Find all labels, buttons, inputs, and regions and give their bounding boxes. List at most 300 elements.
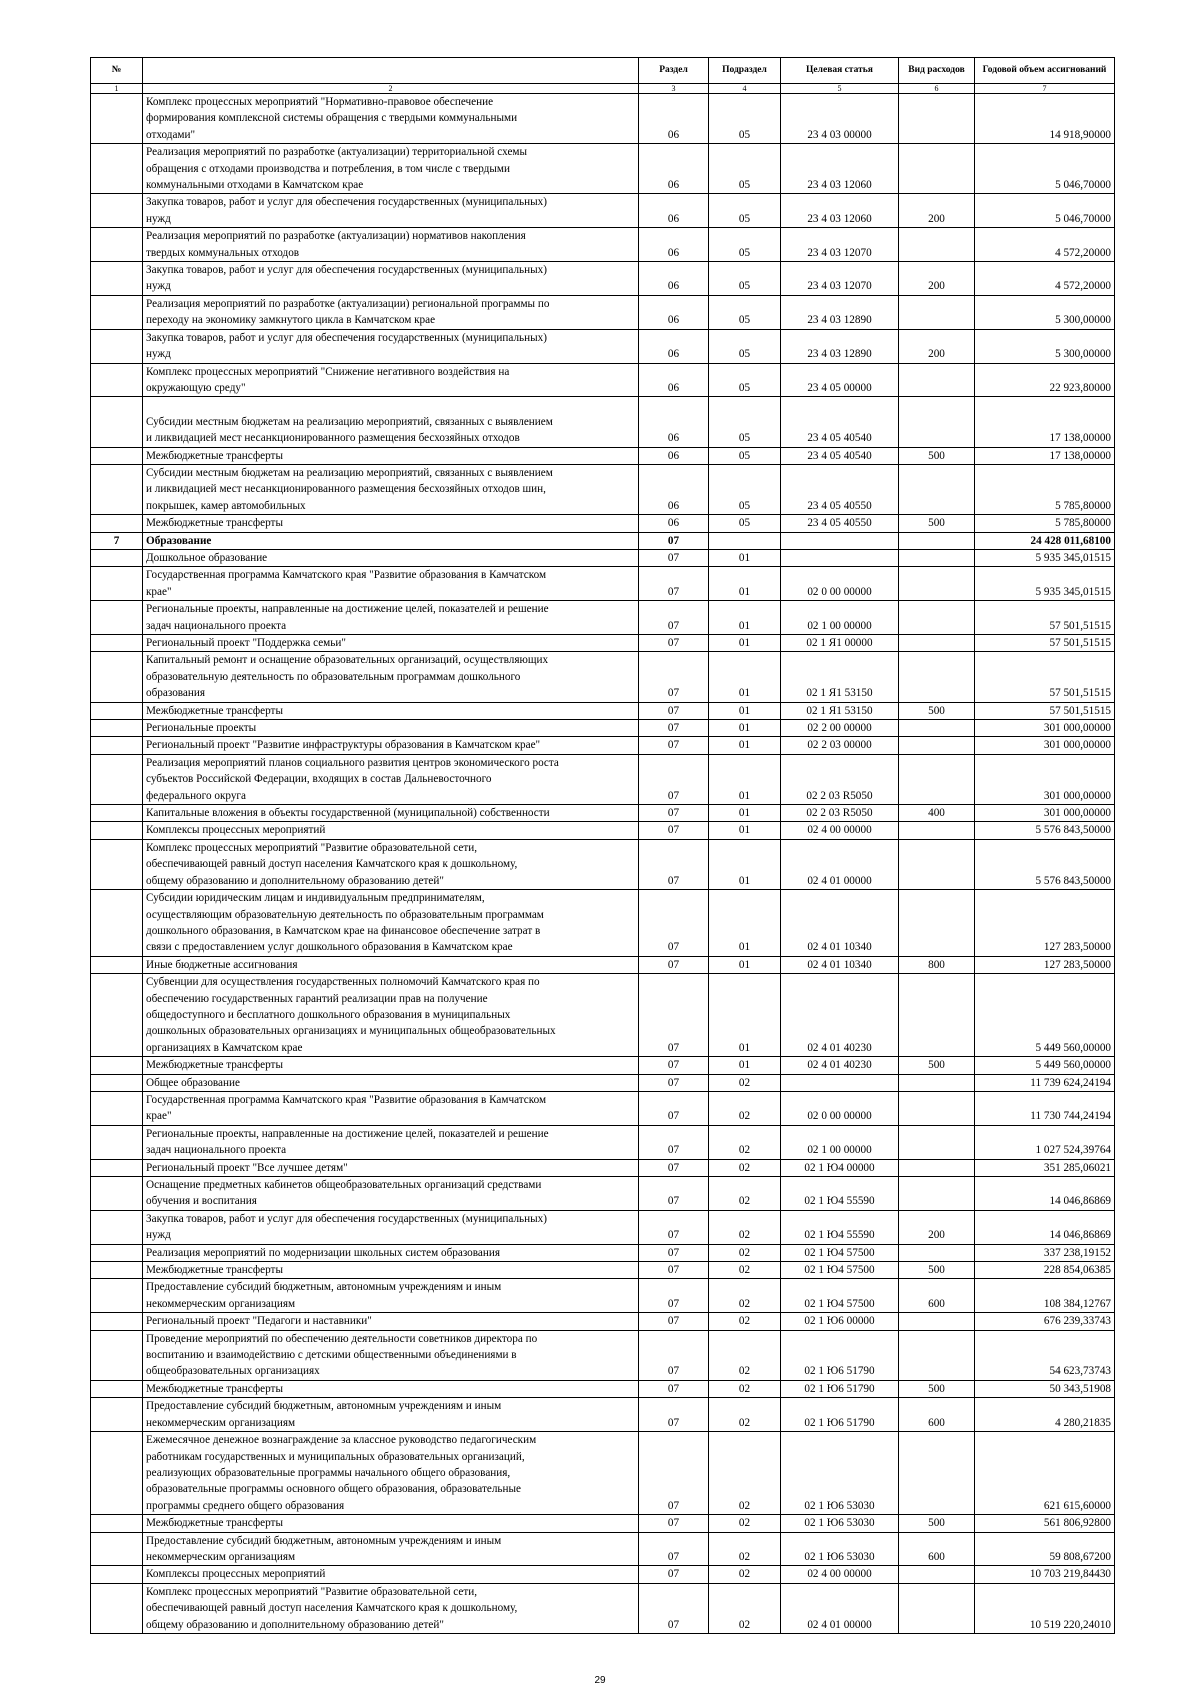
table-row bbox=[91, 839, 1115, 889]
cell-description: Субсидии местным бюджетам на реализацию мероприятий, связанных с выявлением и ликвидацией мест несанкционированного размещения бесхозяйных отходов bbox=[143, 397, 639, 447]
cell-num bbox=[91, 635, 143, 652]
cell-num bbox=[91, 94, 143, 144]
table-row bbox=[91, 754, 1115, 804]
table-row bbox=[91, 532, 1115, 549]
cell-vid-rashodov bbox=[899, 1313, 975, 1330]
cell-num bbox=[91, 805, 143, 822]
cell-num bbox=[91, 1091, 143, 1125]
table-row bbox=[91, 228, 1115, 262]
table-row bbox=[91, 652, 1115, 702]
table-row bbox=[91, 1583, 1115, 1633]
cell-num bbox=[91, 363, 143, 397]
cell-celevaya-statya: 02 1 Я1 53150 bbox=[781, 652, 899, 702]
cell-podrazdel: 02 bbox=[709, 1566, 781, 1583]
cell-description: Общее образование bbox=[143, 1074, 639, 1091]
cell-num bbox=[91, 1125, 143, 1159]
cell-vid-rashodov: 500 bbox=[899, 1262, 975, 1279]
cell-num bbox=[91, 652, 143, 702]
cell-razdel: 06 bbox=[639, 262, 709, 296]
cell-razdel: 06 bbox=[639, 228, 709, 262]
cell-vid-rashodov bbox=[899, 567, 975, 601]
cell-podrazdel: 02 bbox=[709, 1210, 781, 1244]
cell-vid-rashodov bbox=[899, 1583, 975, 1633]
cell-description: Дошкольное образование bbox=[143, 549, 639, 566]
table-row bbox=[91, 329, 1115, 363]
table-row bbox=[91, 1566, 1115, 1583]
cell-vid-rashodov bbox=[899, 532, 975, 549]
cell-num bbox=[91, 737, 143, 754]
cell-vid-rashodov bbox=[899, 1566, 975, 1583]
cell-godovoy-objem: 5 576 843,50000 bbox=[975, 839, 1115, 889]
cell-godovoy-objem: 301 000,00000 bbox=[975, 720, 1115, 737]
cell-celevaya-statya: 02 1 Ю4 55590 bbox=[781, 1210, 899, 1244]
table-row bbox=[91, 397, 1115, 447]
cell-podrazdel: 02 bbox=[709, 1159, 781, 1176]
table-row bbox=[91, 1532, 1115, 1566]
cell-celevaya-statya: 02 2 03 R5050 bbox=[781, 754, 899, 804]
cell-razdel: 07 bbox=[639, 890, 709, 957]
cell-vid-rashodov: 400 bbox=[899, 805, 975, 822]
cell-description: Межбюджетные трансферты bbox=[143, 1057, 639, 1074]
cell-godovoy-objem: 14 918,90000 bbox=[975, 94, 1115, 144]
cell-godovoy-objem: 5 935 345,01515 bbox=[975, 567, 1115, 601]
cell-description: Предоставление субсидий бюджетным, автономным учреждениям и иным некоммерческим организациям bbox=[143, 1532, 639, 1566]
cell-podrazdel: 02 bbox=[709, 1398, 781, 1432]
cell-num bbox=[91, 1566, 143, 1583]
cell-celevaya-statya: 02 4 01 00000 bbox=[781, 1583, 899, 1633]
cell-podrazdel: 02 bbox=[709, 1074, 781, 1091]
cell-celevaya-statya: 02 4 00 00000 bbox=[781, 1566, 899, 1583]
cell-godovoy-objem: 54 623,73743 bbox=[975, 1330, 1115, 1380]
cell-description: Предоставление субсидий бюджетным, автономным учреждениям и иным некоммерческим организациям bbox=[143, 1279, 639, 1313]
table-row bbox=[91, 515, 1115, 532]
cell-description: Межбюджетные трансферты bbox=[143, 1380, 639, 1397]
budget-table bbox=[90, 57, 1115, 1634]
cell-vid-rashodov bbox=[899, 144, 975, 194]
column-number: 5 bbox=[781, 84, 899, 94]
cell-description: Комплекс процессных мероприятий "Развитие образовательной сети, обеспечивающей равный доступ населения Камчатского края к дошкольному, общему образованию и дополнительному образованию детей" bbox=[143, 839, 639, 889]
cell-celevaya-statya: 23 4 03 12070 bbox=[781, 262, 899, 296]
cell-num bbox=[91, 1279, 143, 1313]
cell-celevaya-statya: 02 4 01 10340 bbox=[781, 890, 899, 957]
cell-num bbox=[91, 839, 143, 889]
cell-description: Комплексы процессных мероприятий bbox=[143, 1566, 639, 1583]
cell-description: Реализация мероприятий планов социального развития центров экономического роста субъектов Российской Федерации, входящих в состав Дальневосточного федерального округа bbox=[143, 754, 639, 804]
cell-description: Реализация мероприятий по разработке (актуализации) территориальной схемы обращения с отходами производства и потребления, в том числе с твердыми коммунальными отходами в Камчатском крае bbox=[143, 144, 639, 194]
cell-vid-rashodov bbox=[899, 397, 975, 447]
cell-description: Региональные проекты, направленные на достижение целей, показателей и решение задач национального проекта bbox=[143, 1125, 639, 1159]
cell-vid-rashodov bbox=[899, 228, 975, 262]
cell-vid-rashodov: 200 bbox=[899, 262, 975, 296]
cell-razdel: 06 bbox=[639, 194, 709, 228]
cell-description: Комплексы процессных мероприятий bbox=[143, 822, 639, 839]
cell-description: Капитальный ремонт и оснащение образовательных организаций, осуществляющих образовательную деятельность по образовательным программам дошкольного образования bbox=[143, 652, 639, 702]
cell-celevaya-statya: 23 4 05 40540 bbox=[781, 397, 899, 447]
cell-description: Образование bbox=[143, 532, 639, 549]
cell-num bbox=[91, 262, 143, 296]
cell-vid-rashodov: 500 bbox=[899, 515, 975, 532]
cell-num bbox=[91, 601, 143, 635]
cell-godovoy-objem: 5 576 843,50000 bbox=[975, 822, 1115, 839]
table-row bbox=[91, 1279, 1115, 1313]
header-vid-rashodov: Вид расходов bbox=[899, 58, 975, 84]
cell-razdel: 07 bbox=[639, 1210, 709, 1244]
table-row bbox=[91, 94, 1115, 144]
cell-podrazdel: 01 bbox=[709, 601, 781, 635]
cell-vid-rashodov bbox=[899, 295, 975, 329]
cell-razdel: 06 bbox=[639, 363, 709, 397]
table-row bbox=[91, 1091, 1115, 1125]
table-row bbox=[91, 1159, 1115, 1176]
cell-num bbox=[91, 144, 143, 194]
cell-podrazdel: 02 bbox=[709, 1125, 781, 1159]
column-number: 1 bbox=[91, 84, 143, 94]
table-row bbox=[91, 549, 1115, 566]
cell-description: Региональные проекты, направленные на достижение целей, показателей и решение задач национального проекта bbox=[143, 601, 639, 635]
cell-num bbox=[91, 567, 143, 601]
cell-celevaya-statya: 02 1 Ю6 00000 bbox=[781, 1313, 899, 1330]
table-row bbox=[91, 1210, 1115, 1244]
cell-description: Оснащение предметных кабинетов общеобразовательных организаций средствами обучения и воспитания bbox=[143, 1177, 639, 1211]
cell-description: Капитальные вложения в объекты государственной (муниципальной) собственности bbox=[143, 805, 639, 822]
cell-razdel: 07 bbox=[639, 1515, 709, 1532]
cell-celevaya-statya: 02 4 01 00000 bbox=[781, 839, 899, 889]
table-row bbox=[91, 1244, 1115, 1261]
cell-godovoy-objem: 4 572,20000 bbox=[975, 262, 1115, 296]
cell-celevaya-statya: 02 1 Ю4 55590 bbox=[781, 1177, 899, 1211]
cell-vid-rashodov bbox=[899, 720, 975, 737]
table-row bbox=[91, 956, 1115, 973]
cell-vid-rashodov bbox=[899, 1432, 975, 1515]
cell-razdel: 06 bbox=[639, 295, 709, 329]
cell-num bbox=[91, 515, 143, 532]
cell-description: Региональный проект "Поддержка семьи" bbox=[143, 635, 639, 652]
cell-vid-rashodov bbox=[899, 1125, 975, 1159]
cell-razdel: 07 bbox=[639, 549, 709, 566]
column-number: 3 bbox=[639, 84, 709, 94]
cell-godovoy-objem: 11 739 624,24194 bbox=[975, 1074, 1115, 1091]
cell-podrazdel: 05 bbox=[709, 397, 781, 447]
cell-podrazdel: 05 bbox=[709, 262, 781, 296]
cell-vid-rashodov: 500 bbox=[899, 447, 975, 464]
cell-vid-rashodov: 200 bbox=[899, 329, 975, 363]
cell-celevaya-statya: 23 4 03 12060 bbox=[781, 194, 899, 228]
table-row bbox=[91, 805, 1115, 822]
cell-razdel: 06 bbox=[639, 515, 709, 532]
cell-description: Субсидии местным бюджетам на реализацию мероприятий, связанных с выявлением и ликвидацией мест несанкционированного размещения бесхозяйных отходов шин, покрышек, камер автомобильных bbox=[143, 464, 639, 514]
cell-celevaya-statya bbox=[781, 549, 899, 566]
cell-vid-rashodov bbox=[899, 363, 975, 397]
cell-num bbox=[91, 1262, 143, 1279]
cell-razdel: 07 bbox=[639, 1177, 709, 1211]
table-body bbox=[91, 94, 1115, 1634]
cell-num: 7 bbox=[91, 532, 143, 549]
cell-podrazdel: 01 bbox=[709, 737, 781, 754]
cell-celevaya-statya: 02 1 Я1 53150 bbox=[781, 702, 899, 719]
cell-num bbox=[91, 1210, 143, 1244]
cell-godovoy-objem: 301 000,00000 bbox=[975, 754, 1115, 804]
cell-podrazdel: 02 bbox=[709, 1177, 781, 1211]
cell-celevaya-statya bbox=[781, 1074, 899, 1091]
cell-num bbox=[91, 702, 143, 719]
cell-celevaya-statya: 02 1 Ю6 53030 bbox=[781, 1532, 899, 1566]
cell-celevaya-statya: 23 4 05 40550 bbox=[781, 515, 899, 532]
cell-vid-rashodov bbox=[899, 601, 975, 635]
cell-godovoy-objem: 1 027 524,39764 bbox=[975, 1125, 1115, 1159]
cell-celevaya-statya: 02 2 03 R5050 bbox=[781, 805, 899, 822]
cell-godovoy-objem: 10 703 219,84430 bbox=[975, 1566, 1115, 1583]
table-row bbox=[91, 1313, 1115, 1330]
table-row bbox=[91, 194, 1115, 228]
cell-vid-rashodov bbox=[899, 94, 975, 144]
cell-podrazdel: 02 bbox=[709, 1515, 781, 1532]
cell-godovoy-objem: 127 283,50000 bbox=[975, 890, 1115, 957]
cell-razdel: 07 bbox=[639, 720, 709, 737]
cell-podrazdel: 01 bbox=[709, 890, 781, 957]
cell-godovoy-objem: 127 283,50000 bbox=[975, 956, 1115, 973]
cell-razdel: 06 bbox=[639, 329, 709, 363]
table-row bbox=[91, 447, 1115, 464]
cell-podrazdel: 01 bbox=[709, 549, 781, 566]
cell-celevaya-statya: 02 1 Ю4 00000 bbox=[781, 1159, 899, 1176]
cell-celevaya-statya: 02 1 Ю6 51790 bbox=[781, 1380, 899, 1397]
cell-godovoy-objem: 57 501,51515 bbox=[975, 702, 1115, 719]
cell-description: Региональный проект "Педагоги и наставники" bbox=[143, 1313, 639, 1330]
cell-description: Субвенции для осуществления государственных полномочий Камчатского края по обеспечению государственных гарантий реализации прав на получение общедоступного и бесплатного дошкольного образования в муниципальных дошкольных образовательных организациях и муниципальных общеобразовательных организациях в Камчатском крае bbox=[143, 974, 639, 1057]
cell-num bbox=[91, 1159, 143, 1176]
cell-razdel: 07 bbox=[639, 1262, 709, 1279]
cell-vid-rashodov bbox=[899, 1159, 975, 1176]
cell-razdel: 07 bbox=[639, 1057, 709, 1074]
cell-razdel: 07 bbox=[639, 956, 709, 973]
budget-table-container bbox=[90, 57, 1114, 1634]
cell-celevaya-statya: 23 4 03 12070 bbox=[781, 228, 899, 262]
cell-razdel: 07 bbox=[639, 652, 709, 702]
cell-vid-rashodov: 200 bbox=[899, 194, 975, 228]
cell-celevaya-statya: 02 2 00 00000 bbox=[781, 720, 899, 737]
table-row bbox=[91, 1380, 1115, 1397]
cell-description: Иные бюджетные ассигнования bbox=[143, 956, 639, 973]
table-row bbox=[91, 1125, 1115, 1159]
cell-godovoy-objem: 301 000,00000 bbox=[975, 737, 1115, 754]
cell-razdel: 07 bbox=[639, 567, 709, 601]
cell-godovoy-objem: 14 046,86869 bbox=[975, 1177, 1115, 1211]
cell-celevaya-statya: 02 4 01 40230 bbox=[781, 974, 899, 1057]
cell-godovoy-objem: 14 046,86869 bbox=[975, 1210, 1115, 1244]
cell-godovoy-objem: 5 449 560,00000 bbox=[975, 974, 1115, 1057]
column-number: 2 bbox=[143, 84, 639, 94]
cell-description: Комплекс процессных мероприятий "Развитие образовательной сети, обеспечивающей равный доступ населения Камчатского края к дошкольному, общему образованию и дополнительному образованию детей" bbox=[143, 1583, 639, 1633]
cell-godovoy-objem: 57 501,51515 bbox=[975, 601, 1115, 635]
cell-celevaya-statya: 02 1 Ю6 51790 bbox=[781, 1330, 899, 1380]
table-row bbox=[91, 464, 1115, 514]
cell-num bbox=[91, 1313, 143, 1330]
cell-razdel: 07 bbox=[639, 1330, 709, 1380]
cell-podrazdel: 01 bbox=[709, 652, 781, 702]
page-number: 29 bbox=[594, 1675, 606, 1686]
cell-razdel: 07 bbox=[639, 1074, 709, 1091]
header-description bbox=[143, 58, 639, 84]
table-row bbox=[91, 1262, 1115, 1279]
cell-description: Закупка товаров, работ и услуг для обеспечения государственных (муниципальных) нужд bbox=[143, 1210, 639, 1244]
cell-razdel: 07 bbox=[639, 635, 709, 652]
cell-vid-rashodov bbox=[899, 1244, 975, 1261]
cell-razdel: 07 bbox=[639, 737, 709, 754]
cell-godovoy-objem: 10 519 220,24010 bbox=[975, 1583, 1115, 1633]
cell-num bbox=[91, 1244, 143, 1261]
cell-vid-rashodov bbox=[899, 822, 975, 839]
header-godovoy-objem: Годовой объем ассигнований bbox=[975, 58, 1115, 84]
cell-razdel: 07 bbox=[639, 1380, 709, 1397]
cell-razdel: 07 bbox=[639, 1279, 709, 1313]
table-row bbox=[91, 1398, 1115, 1432]
header-num: № bbox=[91, 58, 143, 84]
cell-podrazdel: 05 bbox=[709, 94, 781, 144]
cell-podrazdel: 05 bbox=[709, 363, 781, 397]
cell-vid-rashodov: 800 bbox=[899, 956, 975, 973]
header-razdel: Раздел bbox=[639, 58, 709, 84]
cell-godovoy-objem: 228 854,06385 bbox=[975, 1262, 1115, 1279]
cell-godovoy-objem: 4 280,21835 bbox=[975, 1398, 1115, 1432]
table-row bbox=[91, 890, 1115, 957]
cell-razdel: 07 bbox=[639, 601, 709, 635]
cell-vid-rashodov bbox=[899, 652, 975, 702]
cell-num bbox=[91, 754, 143, 804]
cell-godovoy-objem: 17 138,00000 bbox=[975, 397, 1115, 447]
cell-celevaya-statya: 23 4 05 40550 bbox=[781, 464, 899, 514]
cell-celevaya-statya: 23 4 03 12890 bbox=[781, 329, 899, 363]
cell-vid-rashodov bbox=[899, 1091, 975, 1125]
cell-vid-rashodov bbox=[899, 464, 975, 514]
cell-godovoy-objem: 50 343,51908 bbox=[975, 1380, 1115, 1397]
cell-celevaya-statya: 23 4 05 00000 bbox=[781, 363, 899, 397]
cell-description: Субсидии юридическим лицам и индивидуальным предпринимателям, осуществляющим образовательную деятельность по образовательным программам дошкольного образования, в Камчатском крае на финансовое обеспечение затрат в связи с предоставлением услуг дошкольного образования в Камчатском крае bbox=[143, 890, 639, 957]
table-row bbox=[91, 635, 1115, 652]
cell-razdel: 07 bbox=[639, 805, 709, 822]
cell-razdel: 06 bbox=[639, 397, 709, 447]
cell-razdel: 07 bbox=[639, 1159, 709, 1176]
cell-vid-rashodov: 600 bbox=[899, 1398, 975, 1432]
cell-num bbox=[91, 1583, 143, 1633]
cell-razdel: 07 bbox=[639, 1091, 709, 1125]
cell-celevaya-statya: 23 4 03 12060 bbox=[781, 144, 899, 194]
cell-celevaya-statya: 02 0 00 00000 bbox=[781, 567, 899, 601]
cell-celevaya-statya: 02 1 Ю6 51790 bbox=[781, 1398, 899, 1432]
cell-razdel: 06 bbox=[639, 464, 709, 514]
cell-godovoy-objem: 59 808,67200 bbox=[975, 1532, 1115, 1566]
cell-podrazdel: 05 bbox=[709, 194, 781, 228]
cell-description: Ежемесячное денежное вознаграждение за классное руководство педагогическим работникам государственных и муниципальных образовательных организаций, реализующих образовательные программы начального общего образования, образовательные программы основного общего образования, образовательные программы среднего общего образования bbox=[143, 1432, 639, 1515]
cell-podrazdel: 01 bbox=[709, 635, 781, 652]
cell-vid-rashodov: 500 bbox=[899, 1380, 975, 1397]
column-number: 7 bbox=[975, 84, 1115, 94]
cell-godovoy-objem: 57 501,51515 bbox=[975, 652, 1115, 702]
cell-vid-rashodov bbox=[899, 839, 975, 889]
cell-godovoy-objem: 5 300,00000 bbox=[975, 295, 1115, 329]
cell-num bbox=[91, 397, 143, 447]
cell-podrazdel: 01 bbox=[709, 702, 781, 719]
cell-podrazdel bbox=[709, 532, 781, 549]
cell-num bbox=[91, 329, 143, 363]
cell-num bbox=[91, 890, 143, 957]
header-celevaya-statya: Целевая статья bbox=[781, 58, 899, 84]
cell-podrazdel: 02 bbox=[709, 1279, 781, 1313]
cell-podrazdel: 02 bbox=[709, 1330, 781, 1380]
cell-podrazdel: 05 bbox=[709, 515, 781, 532]
cell-podrazdel: 01 bbox=[709, 974, 781, 1057]
cell-description: Региональный проект "Развитие инфраструктуры образования в Камчатском крае" bbox=[143, 737, 639, 754]
cell-num bbox=[91, 1380, 143, 1397]
cell-description: Реализация мероприятий по разработке (актуализации) нормативов накопления твердых коммунальных отходов bbox=[143, 228, 639, 262]
cell-razdel: 07 bbox=[639, 1313, 709, 1330]
cell-celevaya-statya: 02 1 Ю4 57500 bbox=[781, 1244, 899, 1261]
cell-razdel: 07 bbox=[639, 702, 709, 719]
cell-podrazdel: 01 bbox=[709, 956, 781, 973]
cell-razdel: 06 bbox=[639, 144, 709, 194]
cell-godovoy-objem: 337 238,19152 bbox=[975, 1244, 1115, 1261]
cell-podrazdel: 01 bbox=[709, 839, 781, 889]
cell-godovoy-objem: 5 785,80000 bbox=[975, 515, 1115, 532]
cell-num bbox=[91, 447, 143, 464]
cell-num bbox=[91, 1330, 143, 1380]
cell-razdel: 07 bbox=[639, 1583, 709, 1633]
cell-godovoy-objem: 17 138,00000 bbox=[975, 447, 1115, 464]
cell-razdel: 07 bbox=[639, 822, 709, 839]
cell-vid-rashodov: 500 bbox=[899, 702, 975, 719]
cell-podrazdel: 02 bbox=[709, 1313, 781, 1330]
cell-podrazdel: 01 bbox=[709, 754, 781, 804]
table-row bbox=[91, 1074, 1115, 1091]
cell-celevaya-statya: 02 1 00 00000 bbox=[781, 601, 899, 635]
cell-podrazdel: 01 bbox=[709, 822, 781, 839]
cell-description: Закупка товаров, работ и услуг для обеспечения государственных (муниципальных) нужд bbox=[143, 329, 639, 363]
table-row bbox=[91, 144, 1115, 194]
cell-vid-rashodov bbox=[899, 737, 975, 754]
cell-num bbox=[91, 295, 143, 329]
cell-num bbox=[91, 1177, 143, 1211]
cell-num bbox=[91, 1515, 143, 1532]
table-row bbox=[91, 737, 1115, 754]
cell-celevaya-statya: 23 4 03 00000 bbox=[781, 94, 899, 144]
cell-description: Комплекс процессных мероприятий "Нормативно-правовое обеспечение формирования комплексной системы обращения с твердыми коммунальными отходами" bbox=[143, 94, 639, 144]
cell-razdel: 07 bbox=[639, 839, 709, 889]
table-header bbox=[91, 58, 1115, 94]
cell-num bbox=[91, 1057, 143, 1074]
cell-godovoy-objem: 676 239,33743 bbox=[975, 1313, 1115, 1330]
cell-podrazdel: 02 bbox=[709, 1244, 781, 1261]
cell-num bbox=[91, 194, 143, 228]
cell-description: Региональные проекты bbox=[143, 720, 639, 737]
cell-podrazdel: 01 bbox=[709, 720, 781, 737]
cell-celevaya-statya: 02 1 Ю4 57500 bbox=[781, 1262, 899, 1279]
cell-godovoy-objem: 301 000,00000 bbox=[975, 805, 1115, 822]
table-row bbox=[91, 1177, 1115, 1211]
table-row bbox=[91, 720, 1115, 737]
cell-podrazdel: 02 bbox=[709, 1583, 781, 1633]
cell-vid-rashodov bbox=[899, 974, 975, 1057]
cell-num bbox=[91, 464, 143, 514]
cell-podrazdel: 01 bbox=[709, 567, 781, 601]
table-row bbox=[91, 1330, 1115, 1380]
cell-podrazdel: 05 bbox=[709, 447, 781, 464]
cell-vid-rashodov bbox=[899, 549, 975, 566]
cell-razdel: 07 bbox=[639, 1532, 709, 1566]
cell-num bbox=[91, 1074, 143, 1091]
cell-podrazdel: 02 bbox=[709, 1262, 781, 1279]
table-row bbox=[91, 1432, 1115, 1515]
cell-celevaya-statya: 02 1 Ю4 57500 bbox=[781, 1279, 899, 1313]
cell-godovoy-objem: 5 046,70000 bbox=[975, 194, 1115, 228]
